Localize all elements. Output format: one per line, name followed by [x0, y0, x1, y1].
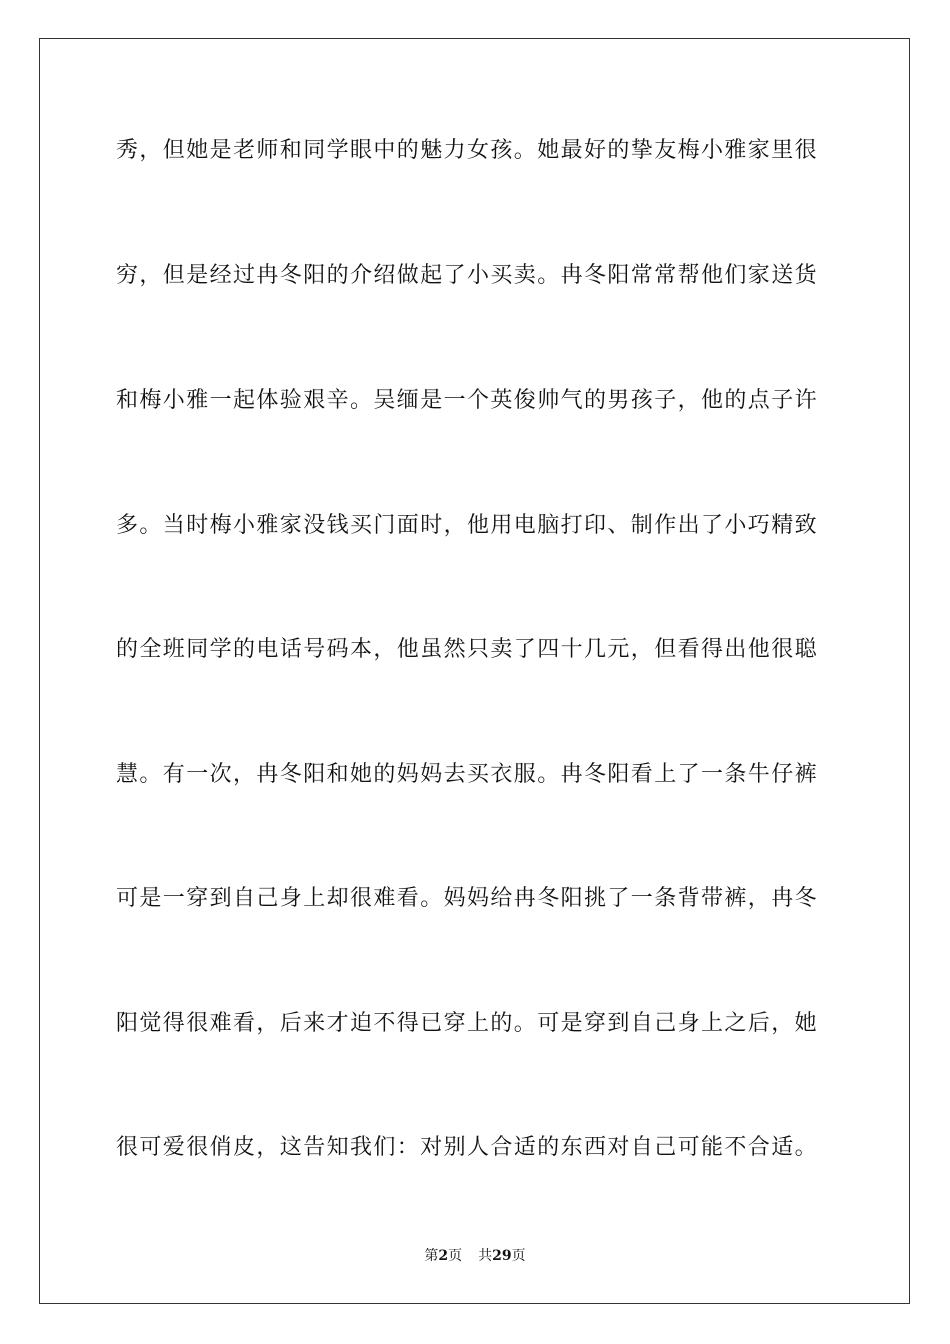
body-text-line: 慧。有一次，冉冬阳和她的妈妈去买衣服。冉冬阳看上了一条牛仔裤: [116, 762, 819, 787]
body-text-line: 多。当时梅小雅家没钱买门面时，他用电脑打印、制作出了小巧精致: [116, 513, 819, 538]
page-number: 2: [438, 1248, 449, 1264]
page-prefix: 第: [424, 1248, 439, 1264]
total-suffix: 页: [511, 1248, 526, 1264]
body-text-line: 秀，但她是老师和同学眼中的魅力女孩。她最好的挚友梅小雅家里很: [116, 138, 819, 163]
page-border: [39, 38, 910, 1304]
total-pages: 29: [492, 1248, 512, 1264]
page-suffix: 页: [448, 1248, 463, 1264]
body-text-line: 的全班同学的电话号码本，他虽然只卖了四十几元，但看得出他很聪: [116, 637, 819, 662]
body-text-line: 阳觉得很难看，后来才迫不得已穿上的。可是穿到自己身上之后，她: [116, 1011, 819, 1036]
page-footer: [0, 1247, 950, 1265]
body-text-line: 很可爱很俏皮，这告知我们：对别人合适的东西对自己可能不合适。: [116, 1135, 819, 1160]
body-text-line: 穷，但是经过冉冬阳的介绍做起了小买卖。冉冬阳常常帮他们家送货: [116, 263, 819, 288]
body-text-line: 和梅小雅一起体验艰辛。吴缅是一个英俊帅气的男孩子，他的点子许: [116, 388, 819, 413]
total-prefix: 共: [478, 1248, 493, 1264]
body-text-line: 可是一穿到自己身上却很难看。妈妈给冉冬阳挑了一条背带裤，冉冬: [116, 886, 819, 911]
